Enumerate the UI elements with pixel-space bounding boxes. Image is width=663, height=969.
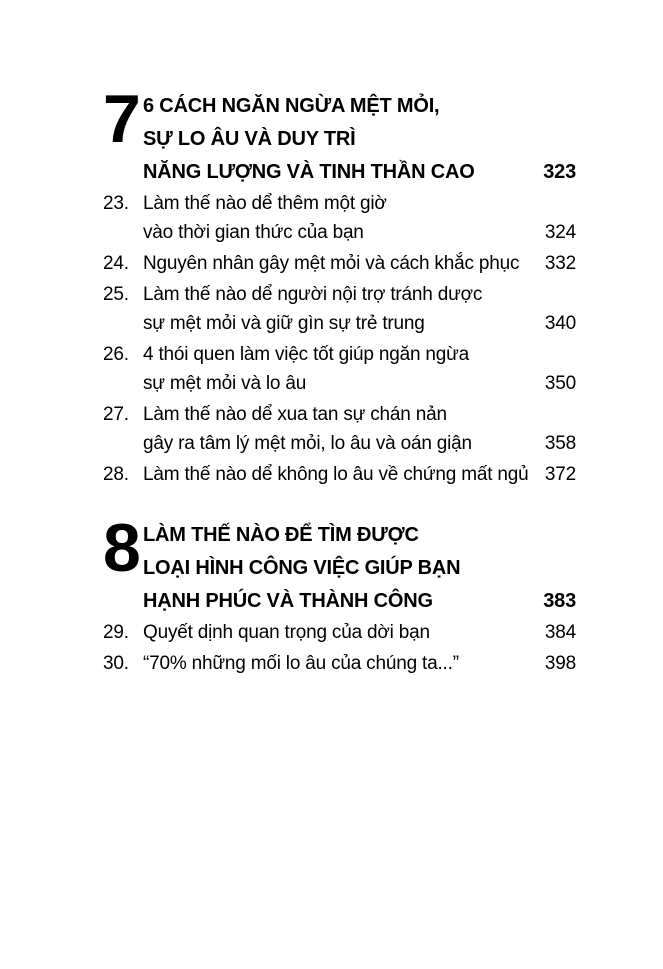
chapter-title-line: 6 CÁCH NGĂN NGỪA MỆT MỎI,	[143, 95, 440, 117]
entry-page-number: 324	[544, 222, 576, 243]
entry-title-line	[143, 309, 576, 338]
entry-number: 24.	[103, 253, 129, 274]
entry-number: 30.	[103, 653, 129, 674]
entry-number: 27.	[103, 404, 129, 425]
chapter-big-numeral: 8	[103, 510, 141, 586]
entry-page-number: 340	[544, 313, 576, 334]
entry-title-text: Làm thế nào dể không lo âu về chứng mất ngủ	[143, 464, 529, 485]
chapter-title	[143, 90, 576, 189]
entry-title-line	[143, 618, 576, 647]
chapter-8-section	[103, 510, 576, 678]
entry-page-number: 372	[544, 464, 576, 485]
entry-title-line	[143, 649, 576, 678]
chapter-page-number: 323	[543, 161, 576, 183]
entry-title	[143, 400, 576, 458]
entry-title-line	[143, 369, 576, 398]
entry-title-text: “70% những mối lo âu của chúng ta...”	[143, 653, 459, 674]
entry-title-line: 4 thói quen làm việc tốt giúp ngăn ngừa	[143, 344, 470, 365]
entry-title	[143, 618, 576, 647]
chapter-title-line	[143, 585, 576, 618]
entry-title-line: Làm thế nào dể người nội trợ tránh dược	[143, 284, 483, 305]
entry-page-number: 358	[544, 433, 576, 454]
entry-page-number: 384	[544, 622, 576, 643]
entry-title	[143, 249, 576, 278]
entry-title	[143, 649, 576, 678]
chapter-7-section	[103, 81, 576, 489]
chapter-title-line: LOẠI HÌNH CÔNG VIỆC GIÚP BẠN	[143, 557, 461, 579]
chapter-title-text: NĂNG LƯỢNG VÀ TINH THẦN CAO	[143, 161, 475, 183]
toc-entry	[103, 249, 576, 278]
chapter-header	[103, 81, 576, 189]
entry-title-line	[143, 249, 576, 278]
entry-title	[143, 460, 576, 489]
chapter-title-text: HẠNH PHÚC VÀ THÀNH CÔNG	[143, 590, 433, 612]
entry-title-text: sự mệt mỏi và giữ gìn sự trẻ trung	[143, 313, 425, 334]
chapter-title-line	[143, 156, 576, 189]
toc-entry	[103, 189, 576, 247]
entry-title-line	[143, 460, 576, 489]
entry-page-number: 332	[544, 253, 576, 274]
entry-number: 23.	[103, 193, 129, 214]
entry-title-text: sự mệt mỏi và lo âu	[143, 373, 307, 394]
entry-page-number: 350	[544, 373, 576, 394]
entry-number: 25.	[103, 284, 129, 305]
entry-page-number: 398	[544, 653, 576, 674]
toc-entry	[103, 618, 576, 647]
chapter-big-numeral: 7	[103, 81, 141, 157]
entry-title-text: vào thời gian thức của bạn	[143, 222, 364, 243]
chapter-title-line: LÀM THẾ NÀO ĐỂ TÌM ĐƯỢC	[143, 524, 419, 546]
toc-entry	[103, 649, 576, 678]
entry-title-line	[143, 429, 576, 458]
chapter-title-line: SỰ LO ÂU VÀ DUY TRÌ	[143, 128, 356, 150]
entry-title-line	[143, 218, 576, 247]
chapter-title	[143, 519, 576, 618]
toc-entry	[103, 460, 576, 489]
chapter-entries	[103, 618, 576, 678]
entry-title	[143, 189, 576, 247]
entry-number: 28.	[103, 464, 129, 485]
entry-title	[143, 280, 576, 338]
entry-title-text: gây ra tâm lý mệt mỏi, lo âu và oán giận	[143, 433, 472, 454]
chapter-entries	[103, 189, 576, 489]
chapter-page-number: 383	[543, 590, 576, 612]
entry-title	[143, 340, 576, 398]
entry-title-text: Nguyên nhân gây mệt mỏi và cách khắc phục	[143, 253, 520, 274]
entry-title-line: Làm thế nào dể thêm một giờ	[143, 193, 387, 214]
toc-entry	[103, 340, 576, 398]
entry-number: 26.	[103, 344, 129, 365]
chapter-header	[103, 510, 576, 618]
toc-entry	[103, 400, 576, 458]
toc-entry	[103, 280, 576, 338]
entry-title-text: Quyết dịnh quan trọng của dời bạn	[143, 622, 430, 643]
entry-number: 29.	[103, 622, 129, 643]
entry-title-line: Làm thế nào dể xua tan sự chán nản	[143, 404, 447, 425]
